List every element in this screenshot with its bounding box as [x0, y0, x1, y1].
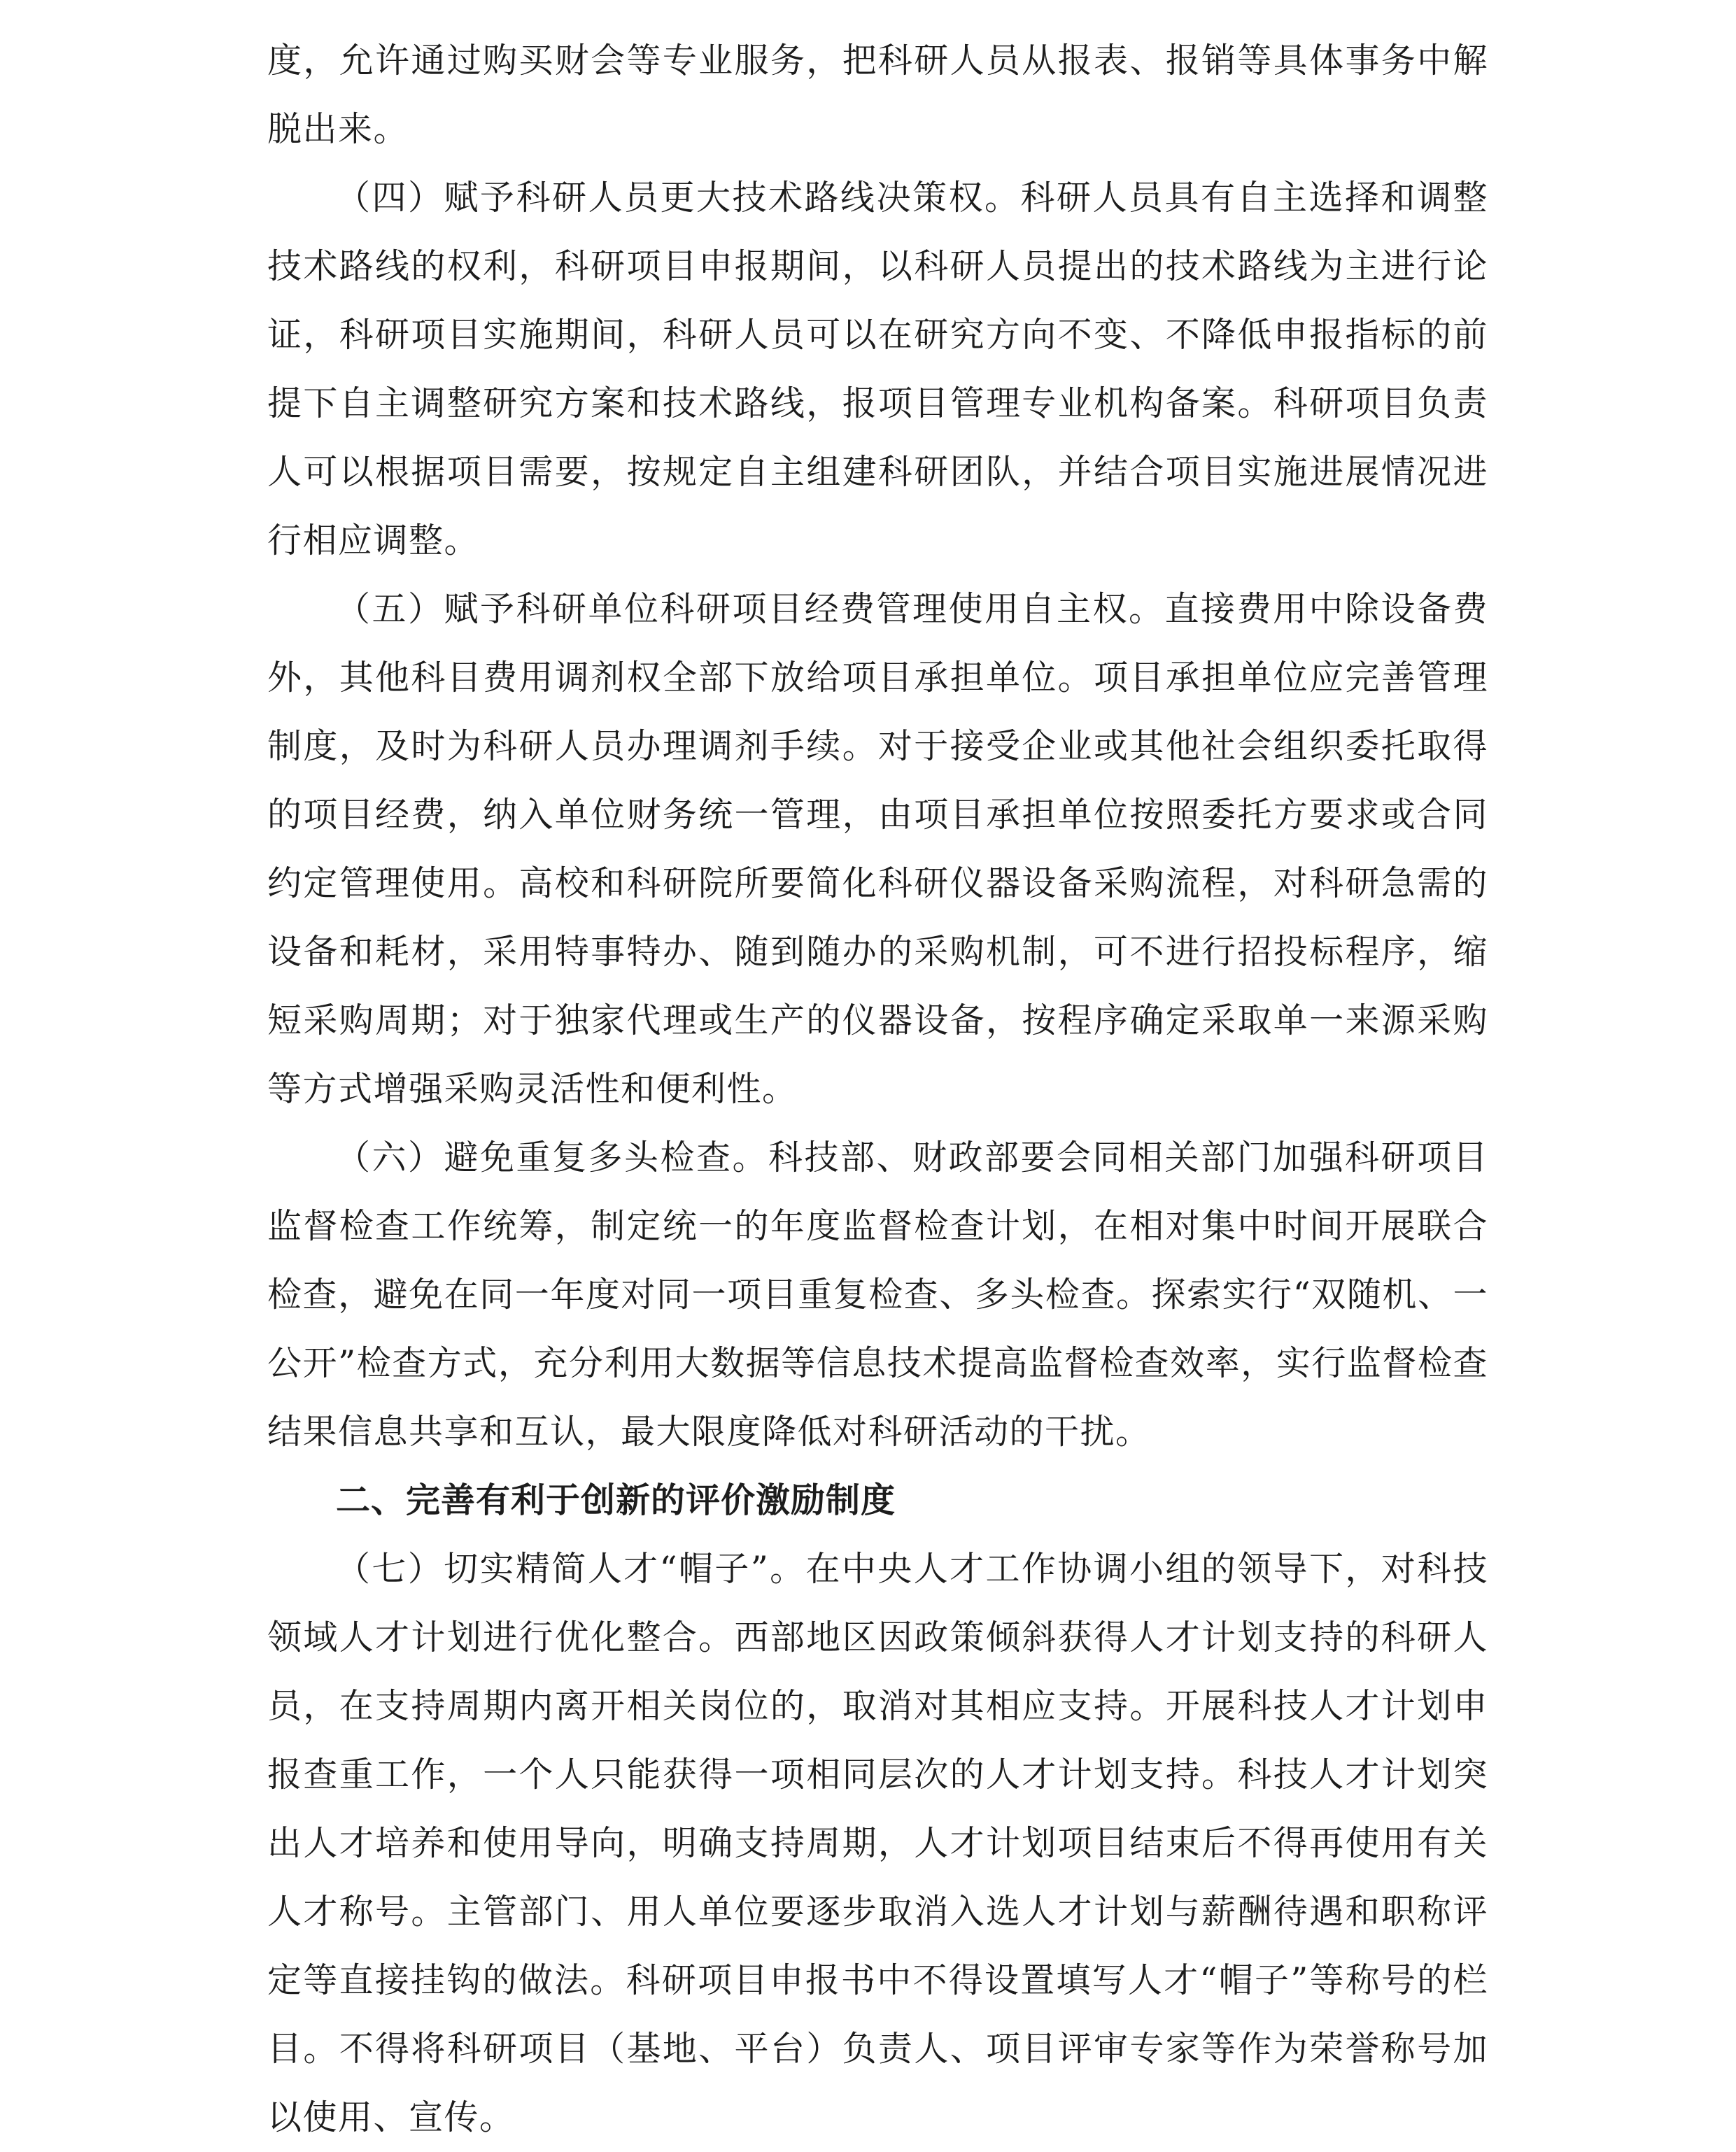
section-heading: 二、完善有利于创新的评价激励制度 [336, 1480, 896, 1520]
paragraph-item-7: （七）切实精简人才“帽子”。在中央人才工作协调小组的领导下，对科技领域人才计划进行优化整合。西部地区因政策倾斜获得人才计划支持的科研人员，在支持周期内离开相关岗位的，取消对其相应支持。开展科技人才计划申报查重工作，一个人只能获得一项相同层次的人才计划支持。科技人才计划突出人才培养和使用导向，明确支持周期，人才计划项目结束后不得再使用有关人才称号。主管部门、用人单位要逐步取消入选人才计划与薪酬待遇和职称评定等直接挂钩的做法。科研项目申报书中不得设置填写人才“帽子”等称号的栏目。不得将科研项目（基地、平台）负责人、项目评审专家等作为荣誉称号加以使用、宣传。 [267, 1549, 1488, 2137]
paragraph-item-4: （四）赋予科研人员更大技术路线决策权。科研人员具有自主选择和调整技术路线的权利，科研项目申报期间，以科研人员提出的技术路线为主进行论证，科研项目实施期间，科研人员可以在研究方向不变、不降低申报指标的前提下自主调整研究方案和技术路线，报项目管理专业机构备案。科研项目负责人可以根据项目需要，按规定自主组建科研团队，并结合项目实施进展情况进行相应调整。 [267, 178, 1488, 560]
paragraph-item-6: （六）避免重复多头检查。科技部、财政部要会同相关部门加强科研项目监督检查工作统筹，制定统一的年度监督检查计划，在相对集中时间开展联合检查，避免在同一年度对同一项目重复检查、多头检查。探索实行“双随机、一公开”检查方式，充分利用大数据等信息技术提高监督检查效率，实行监督检查结果信息共享和互认，最大限度降低对科研活动的干扰。 [267, 1138, 1488, 1452]
document-page [267, 27, 1488, 2152]
paragraph-continuation: 度，允许通过购买财会等专业服务，把科研人员从报表、报销等具体事务中解脱出来。 [267, 41, 1488, 149]
paragraph-item-5: （五）赋予科研单位科研项目经费管理使用自主权。直接费用中除设备费外，其他科目费用调剂权全部下放给项目承担单位。项目承担单位应完善管理制度，及时为科研人员办理调剂手续。对于接受企业或其他社会组织委托取得的项目经费，纳入单位财务统一管理，由项目承担单位按照委托方要求或合同约定管理使用。高校和科研院所要简化科研仪器设备采购流程，对科研急需的设备和耗材，采用特事特办、随到随办的采购机制，可不进行招投标程序，缩短采购周期；对于独家代理或生产的仪器设备，按程序确定采取单一来源采购等方式增强采购灵活性和便利性。 [267, 589, 1488, 1109]
